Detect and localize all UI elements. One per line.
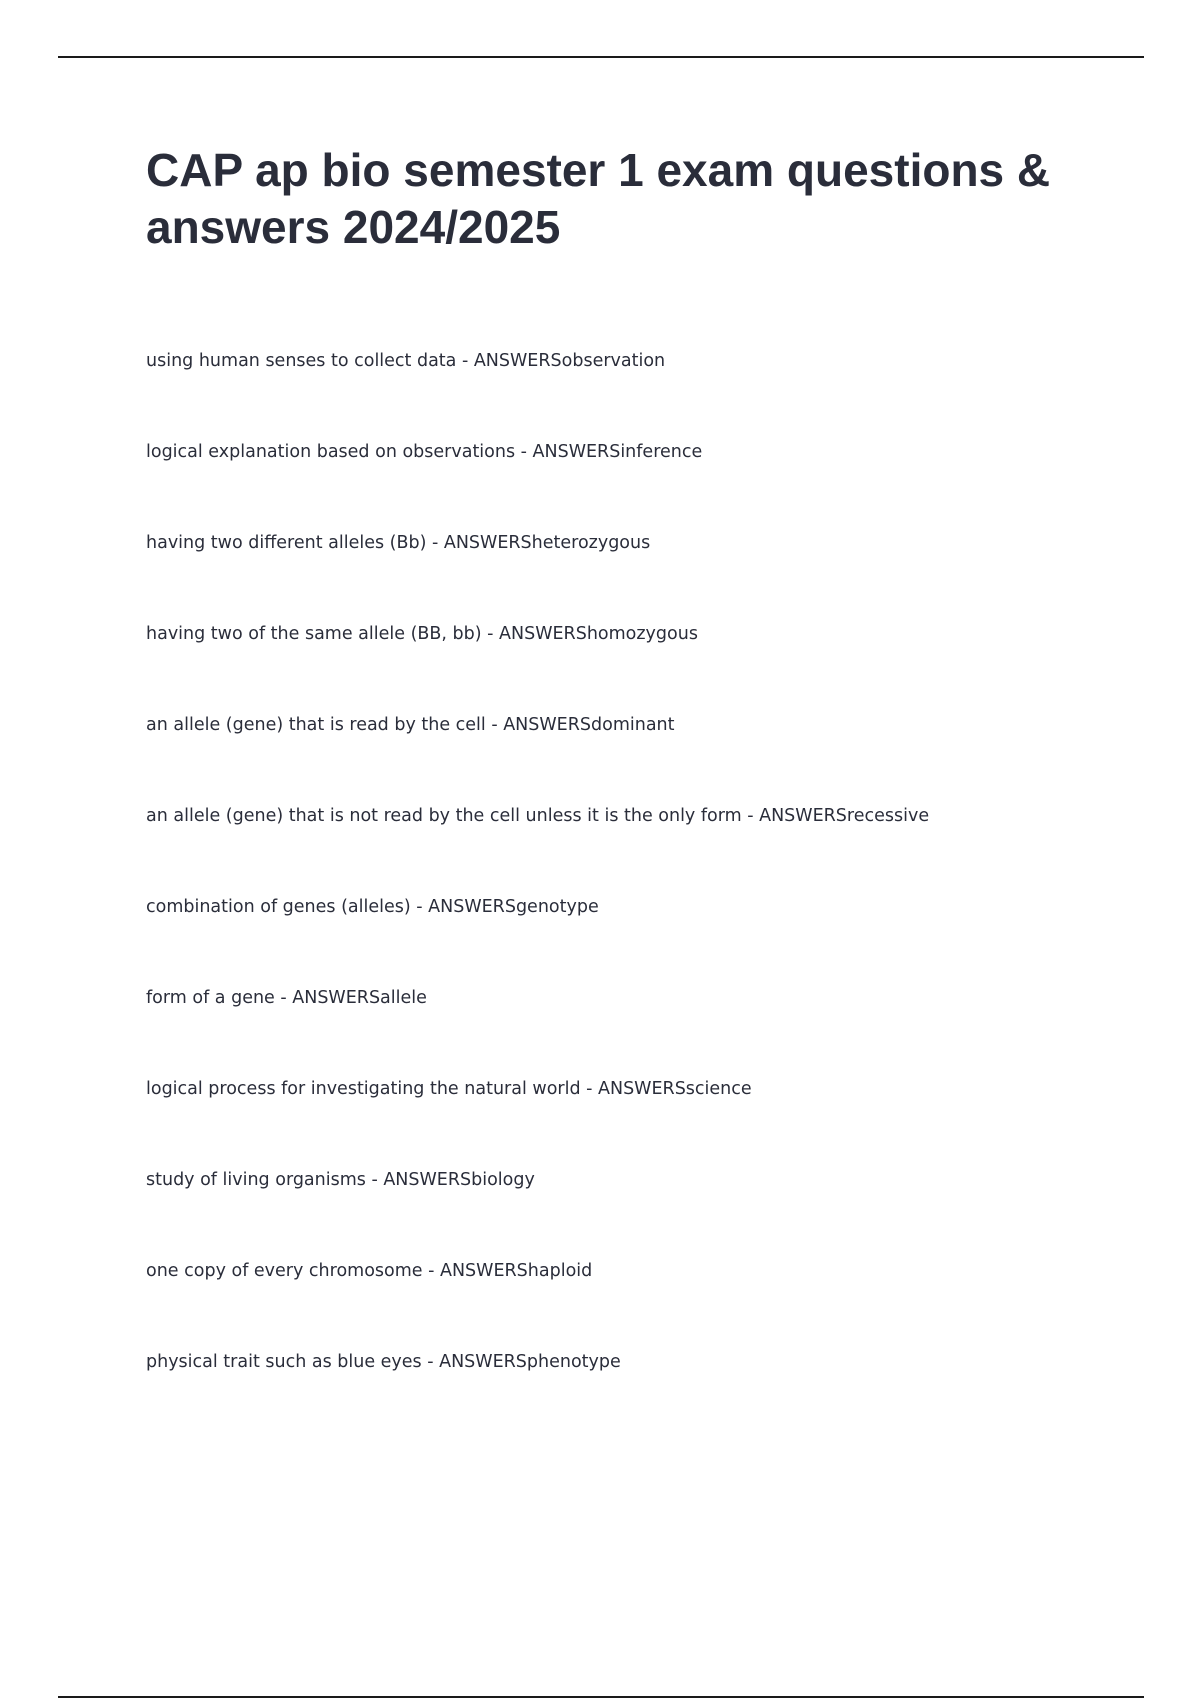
qa-item: combination of genes (alleles) - ANSWERSgenotype [146, 897, 599, 917]
qa-item: having two of the same allele (BB, bb) - ANSWERShomozygous [146, 624, 698, 644]
top-divider [58, 56, 1144, 58]
qa-item: an allele (gene) that is not read by the cell unless it is the only form - ANSWERSrecessive [146, 806, 930, 826]
qa-list [146, 346, 929, 1438]
qa-item: logical process for investigating the natural world - ANSWERSscience [146, 1079, 752, 1099]
qa-item: physical trait such as blue eyes - ANSWERSphenotype [146, 1352, 621, 1372]
qa-item: form of a gene - ANSWERSallele [146, 988, 427, 1008]
bottom-divider [58, 1696, 1144, 1698]
qa-item: an allele (gene) that is read by the cell - ANSWERSdominant [146, 715, 675, 735]
document-title: CAP ap bio semester 1 exam questions & answers 2024/2025 [146, 144, 1051, 253]
qa-item: logical explanation based on observations - ANSWERSinference [146, 442, 703, 462]
qa-item: using human senses to collect data - ANSWERSobservation [146, 351, 666, 371]
qa-item: one copy of every chromosome - ANSWERShaploid [146, 1261, 593, 1281]
qa-item: study of living organisms - ANSWERSbiology [146, 1170, 535, 1190]
qa-item: having two different alleles (Bb) - ANSWERSheterozygous [146, 533, 651, 553]
